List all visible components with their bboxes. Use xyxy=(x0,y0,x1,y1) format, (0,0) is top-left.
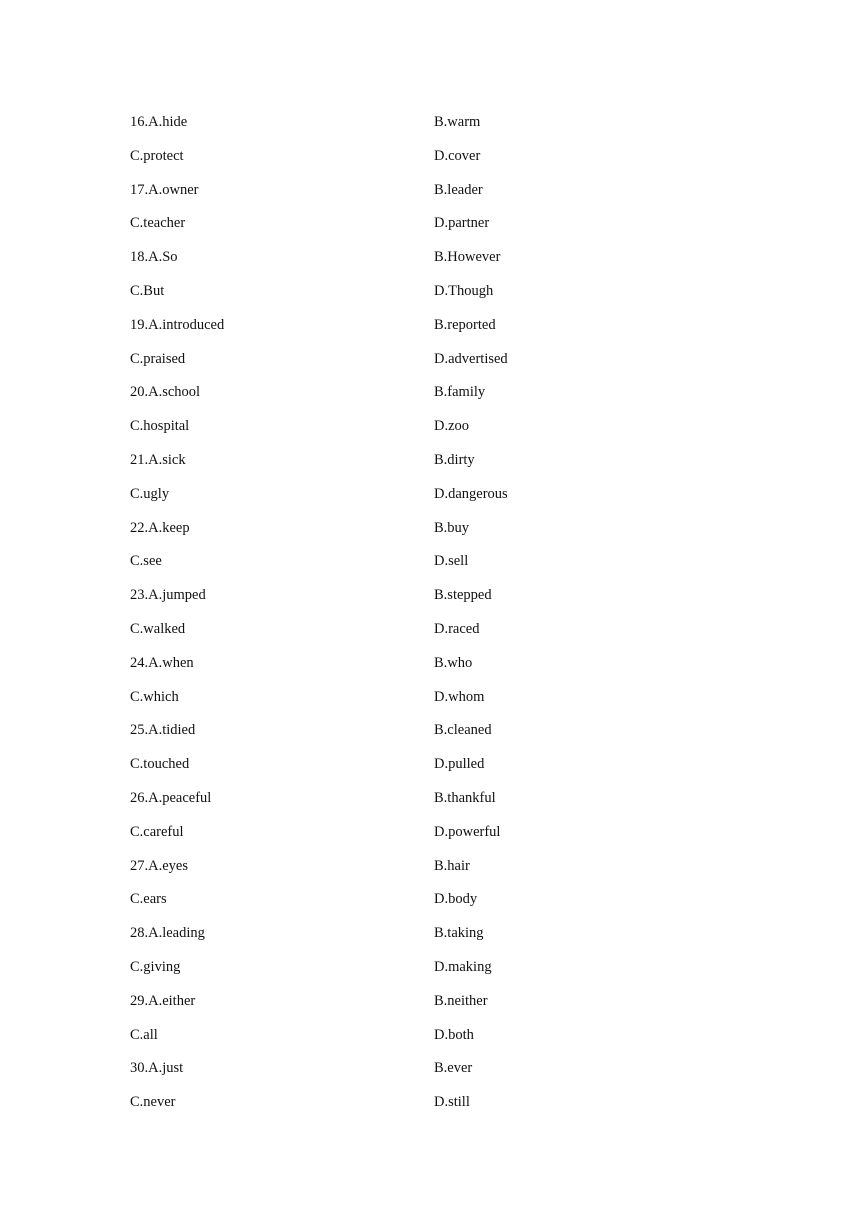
question-18-options-row1 xyxy=(130,243,750,277)
question-30-options-row1 xyxy=(130,1054,750,1088)
option-text: C.walked xyxy=(130,620,186,637)
option-text: C.But xyxy=(130,282,165,299)
question-21-options-row2 xyxy=(130,480,750,514)
option-text: D.making xyxy=(434,958,492,975)
question-26-options-row2 xyxy=(130,818,750,852)
option-text: D.pulled xyxy=(434,756,485,773)
option-text: C.never xyxy=(130,1094,176,1111)
option-text: C.teacher xyxy=(130,215,186,232)
option-text: 23.A.jumped xyxy=(130,587,206,604)
option-text: B.leader xyxy=(434,181,483,198)
option-text: B.stepped xyxy=(434,587,492,604)
option-text: C.hospital xyxy=(130,418,190,435)
option-text: 29.A.either xyxy=(130,992,196,1009)
option-text: B.who xyxy=(434,654,473,671)
option-text: 28.A.leading xyxy=(130,925,205,942)
question-21-options-row1 xyxy=(130,446,750,480)
option-text: D.Though xyxy=(434,282,494,299)
option-text: 30.A.just xyxy=(130,1060,184,1077)
option-text: B.However xyxy=(434,249,501,266)
option-text: B.hair xyxy=(434,857,470,874)
question-28-options-row2 xyxy=(130,953,750,987)
question-22-options-row1 xyxy=(130,514,750,548)
question-28-options-row1 xyxy=(130,919,750,953)
option-text: D.powerful xyxy=(434,823,501,840)
question-17-options-row1 xyxy=(130,176,750,210)
question-18-options-row2 xyxy=(130,277,750,311)
question-23-options-row1 xyxy=(130,581,750,615)
question-list xyxy=(130,108,750,1122)
option-text: B.reported xyxy=(434,316,496,333)
option-text: D.cover xyxy=(434,147,481,164)
question-24-options-row2 xyxy=(130,683,750,717)
option-text: 19.A.introduced xyxy=(130,316,225,333)
option-text: B.buy xyxy=(434,519,470,536)
question-23-options-row2 xyxy=(130,615,750,649)
question-27-options-row1 xyxy=(130,852,750,886)
option-text: 26.A.peaceful xyxy=(130,789,212,806)
option-text: 24.A.when xyxy=(130,654,194,671)
question-20-options-row1 xyxy=(130,378,750,412)
option-text: C.giving xyxy=(130,958,181,975)
question-17-options-row2 xyxy=(130,209,750,243)
option-text: D.both xyxy=(434,1026,474,1043)
question-26-options-row1 xyxy=(130,784,750,818)
option-text: 25.A.tidied xyxy=(130,722,196,739)
option-text: D.dangerous xyxy=(434,485,508,502)
option-text: D.body xyxy=(434,891,478,908)
option-text: B.warm xyxy=(434,114,481,130)
option-text: C.careful xyxy=(130,823,184,840)
option-text: D.raced xyxy=(434,620,480,637)
question-30-options-row2 xyxy=(130,1088,750,1122)
question-27-options-row2 xyxy=(130,885,750,919)
option-text: D.advertised xyxy=(434,350,508,367)
option-text: 20.A.school xyxy=(130,384,201,401)
option-text: D.partner xyxy=(434,215,490,232)
option-text: D.still xyxy=(434,1094,470,1111)
option-text: B.taking xyxy=(434,925,484,942)
question-25-options-row2 xyxy=(130,750,750,784)
option-text: B.family xyxy=(434,384,486,401)
question-19-options-row2 xyxy=(130,345,750,379)
option-text: B.thankful xyxy=(434,789,496,806)
option-text: 21.A.sick xyxy=(130,451,186,468)
question-25-options-row1 xyxy=(130,716,750,750)
question-24-options-row1 xyxy=(130,649,750,683)
option-text: 17.A.owner xyxy=(130,181,199,198)
question-16-options-row1 xyxy=(130,108,750,142)
option-text: C.touched xyxy=(130,756,190,773)
option-text: D.whom xyxy=(434,688,485,705)
option-text: D.sell xyxy=(434,553,469,570)
option-text: C.ugly xyxy=(130,485,170,502)
option-text: C.ears xyxy=(130,891,167,908)
question-29-options-row2 xyxy=(130,1021,750,1055)
option-text: 18.A.So xyxy=(130,249,178,266)
question-20-options-row2 xyxy=(130,412,750,446)
option-text: C.see xyxy=(130,553,162,570)
option-text: B.ever xyxy=(434,1060,473,1077)
question-22-options-row2 xyxy=(130,547,750,581)
option-text: B.dirty xyxy=(434,451,475,468)
option-text: 27.A.eyes xyxy=(130,857,188,874)
option-text: B.cleaned xyxy=(434,722,492,739)
option-text: C.praised xyxy=(130,350,186,367)
option-text: D.zoo xyxy=(434,418,470,435)
question-16-options-row2 xyxy=(130,142,750,176)
option-text: 16.A.hide xyxy=(130,114,188,130)
option-text: 22.A.keep xyxy=(130,519,190,536)
option-text: C.all xyxy=(130,1026,158,1043)
question-29-options-row1 xyxy=(130,987,750,1021)
option-text: C.which xyxy=(130,688,179,705)
option-text: C.protect xyxy=(130,147,184,164)
option-text: B.neither xyxy=(434,992,488,1009)
question-19-options-row1 xyxy=(130,311,750,345)
